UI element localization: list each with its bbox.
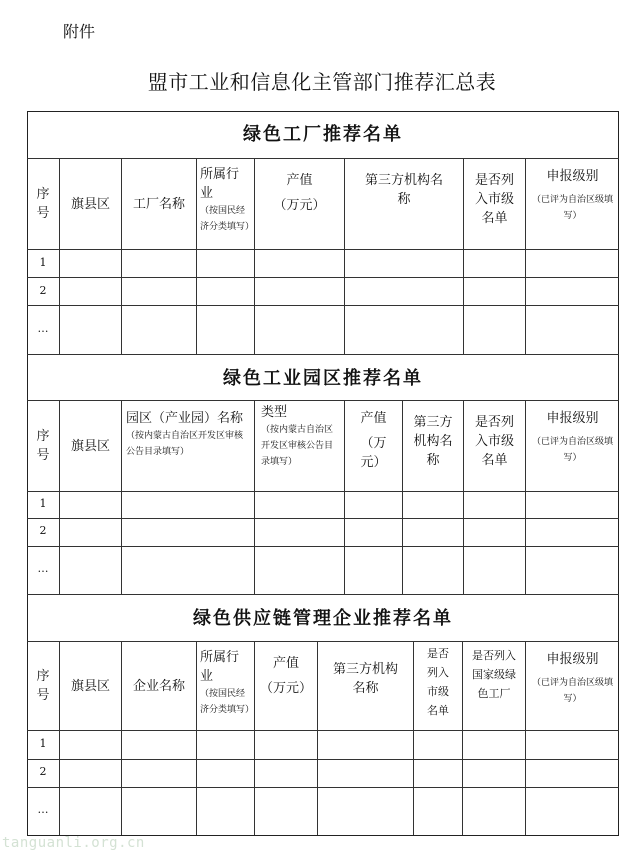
rule	[27, 546, 619, 547]
row-number: 1	[39, 737, 47, 750]
rule	[402, 400, 403, 594]
header-city-level: 是否列入市级名单	[427, 647, 449, 717]
rule	[463, 158, 464, 354]
rule	[59, 641, 60, 835]
rule	[121, 641, 122, 835]
rule	[317, 641, 318, 835]
header-report-level: 申报级别 （已评为自治区级填写）	[526, 642, 619, 730]
row-number: 1	[39, 256, 47, 269]
header-industry: 所属行业 （按国民经济分类填写）	[197, 642, 254, 730]
rule	[254, 158, 255, 354]
rule	[27, 249, 619, 250]
row-number: …	[37, 562, 49, 575]
rule	[462, 641, 463, 835]
header-seq: 序号	[36, 187, 50, 221]
rule	[344, 158, 345, 354]
header-national-factory: 是否列入国家级绿色工厂	[472, 649, 516, 700]
attachment-label: 附件	[63, 22, 96, 41]
row-number: …	[37, 322, 49, 335]
row-number: 1	[39, 497, 47, 510]
row-number: 2	[39, 284, 47, 297]
header-report-level-note: （已评为自治区级填写）	[532, 437, 614, 463]
rule	[196, 641, 197, 835]
rule	[525, 158, 526, 354]
header-third-party: 第三方机构名称	[332, 662, 398, 696]
rule	[27, 491, 619, 492]
header-output: 产值 （万元）	[273, 173, 326, 213]
header-seq: 序号	[36, 669, 50, 703]
rule	[196, 158, 197, 354]
header-park-name: 园区（产业园）名称 （按内蒙古自治区开发区审核公告目录填写）	[122, 401, 254, 491]
header-county: 旗县区	[70, 438, 110, 454]
rule	[413, 641, 414, 835]
header-city-level: 是否列入市级名单	[474, 415, 514, 468]
header-report-level: 申报级别 （已评为自治区级填写）	[526, 401, 619, 491]
header-enterprise-name: 企业名称	[132, 678, 185, 694]
header-output: 产值 （万元）	[360, 411, 387, 470]
row-number: 2	[39, 765, 47, 778]
header-county: 旗县区	[70, 678, 110, 694]
rule	[525, 400, 526, 594]
header-factory-name: 工厂名称	[132, 196, 185, 212]
rule	[27, 277, 619, 278]
rule	[27, 594, 619, 595]
rule	[254, 400, 255, 594]
header-park-note: （按内蒙古自治区开发区审核公告目录填写）	[126, 431, 244, 457]
row-number: …	[37, 803, 49, 816]
rule	[27, 787, 619, 788]
row-number: 2	[39, 524, 47, 537]
watermark: tanguanli.org.cn	[2, 835, 145, 851]
header-city-level: 是否列入市级名单	[474, 173, 514, 226]
header-seq: 序号	[36, 429, 50, 463]
header-type: 类型 （按内蒙古自治区开发区审核公告目录填写）	[255, 401, 344, 491]
rule	[59, 158, 60, 354]
header-industry-note: （按国民经济分类填写）	[200, 689, 255, 715]
rule	[121, 158, 122, 354]
section-title-green-factory: 绿色工厂推荐名单	[243, 124, 403, 145]
header-report-level-note: （已评为自治区级填写）	[532, 678, 614, 704]
rule	[463, 400, 464, 594]
header-third-party: 第三方机构名称	[364, 173, 443, 207]
header-industry-note: （按国民经济分类填写）	[200, 206, 255, 232]
rule	[59, 400, 60, 594]
rule	[344, 400, 345, 594]
rule	[27, 730, 619, 731]
rule	[27, 759, 619, 760]
rule	[121, 400, 122, 594]
header-industry: 所属行业 （按国民经济分类填写）	[197, 159, 254, 249]
rule	[27, 305, 619, 306]
header-type-note: （按内蒙古自治区开发区审核公告目录填写）	[261, 425, 334, 467]
header-output: 产值 （万元）	[259, 656, 312, 696]
header-county: 旗县区	[70, 196, 110, 212]
rule	[27, 354, 619, 355]
section-title-green-supply-chain: 绿色供应链管理企业推荐名单	[193, 608, 453, 629]
page-title: 盟市工业和信息化主管部门推荐汇总表	[147, 70, 497, 94]
rule	[27, 518, 619, 519]
header-third-party: 第三方机构名称	[413, 415, 453, 468]
header-report-level: 申报级别 （已评为自治区级填写）	[526, 159, 619, 249]
header-report-level-note: （已评为自治区级填写）	[532, 195, 614, 221]
rule	[525, 641, 526, 835]
section-title-green-park: 绿色工业园区推荐名单	[223, 368, 423, 389]
rule	[254, 641, 255, 835]
